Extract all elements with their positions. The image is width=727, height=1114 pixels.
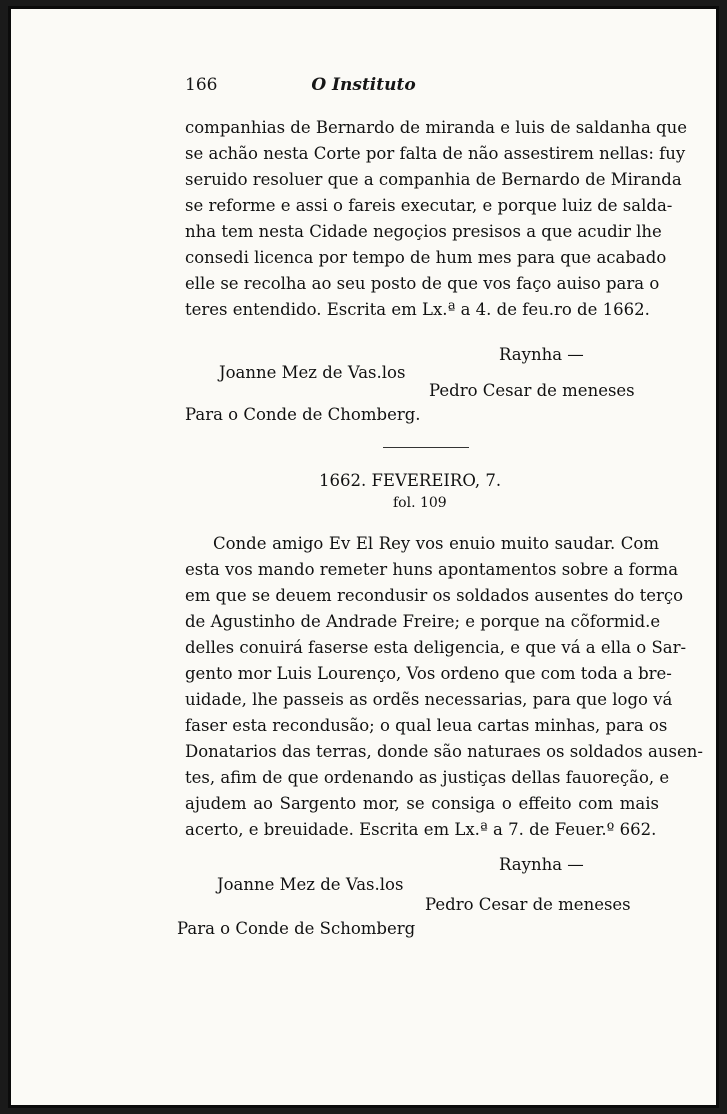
text-line: se achão nesta Corte por falta de não assestirem nellas: fuy — [185, 144, 686, 163]
text-line: nha tem nesta Cidade negoçios presisos a que acudir lhe — [185, 222, 662, 241]
text-line: ajudem ao Sargento mor, se consiga o effeito com mais — [185, 794, 659, 813]
text-line: teres entendido. Escrita em Lx.ª a 4. de feu.ro de 1662. — [185, 300, 650, 319]
text-line: delles conuirá faserse esta deligencia, e que vá a ella o Sar- — [185, 638, 687, 657]
text-line: companhias de Bernardo de miranda e luis de saldanha que — [185, 118, 687, 137]
letter-2-signatory: Pedro Cesar de meneses — [425, 895, 631, 914]
letter-2-secretary: Joanne Mez de Vas.los — [217, 875, 404, 894]
text-line: de Agustinho de Andrade Freire; e porque na cõformid.e — [185, 612, 661, 631]
letter-1-addressee: Para o Conde de Chomberg. — [185, 405, 421, 424]
letter-1-signature: Raynha — — [499, 345, 584, 364]
page-header — [11, 75, 716, 99]
letter-1-secretary: Joanne Mez de Vas.los — [219, 363, 406, 382]
text-line: elle se recolha ao seu posto de que vos faço auiso para o — [185, 274, 660, 293]
text-line: tes, afim de que ordenando as justiças dellas fauoreção, e — [185, 768, 670, 787]
book-page — [8, 6, 719, 1108]
text-line: Conde amigo Ev El Rey vos enuio muito saudar. Com — [213, 534, 659, 553]
text-line: acerto, e breuidade. Escrita em Lx.ª a 7. de Feuer.º 662. — [185, 820, 657, 839]
text-line: consedi licenca por tempo de hum mes para que acabado — [185, 248, 667, 267]
page-number: 166 — [185, 75, 218, 95]
letter-2-signature: Raynha — — [499, 855, 584, 874]
text-line: esta vos mando remeter huns apontamentos sobre a forma — [185, 560, 679, 579]
letter-2-addressee: Para o Conde de Schomberg — [177, 919, 416, 938]
section-divider — [383, 447, 469, 448]
text-line: uidade, lhe passeis as ordẽs necessarias, para que logo vá — [185, 690, 673, 709]
text-line: seruido resoluer que a companhia de Bernardo de Miranda — [185, 170, 682, 189]
text-line: em que se deuem recondusir os soldados ausentes do terço — [185, 586, 684, 605]
letter-2-body — [185, 531, 703, 843]
letter-1-signatory: Pedro Cesar de meneses — [429, 381, 635, 400]
text-line: Donatarios das terras, donde são naturaes os soldados ausen- — [185, 742, 703, 761]
text-line: gento mor Luis Lourenço, Vos ordeno que com toda a bre- — [185, 664, 672, 683]
letter-1-body — [185, 115, 687, 323]
entry-date: 1662. FEVEREIRO, 7. — [319, 471, 502, 490]
text-line: se reforme e assi o fareis executar, e porque luiz de salda- — [185, 196, 673, 215]
text-line: faser esta recondusão; o qual leua cartas minhas, para os — [185, 716, 668, 735]
running-title: O Instituto — [311, 75, 416, 95]
folio-reference: fol. 109 — [393, 495, 447, 511]
